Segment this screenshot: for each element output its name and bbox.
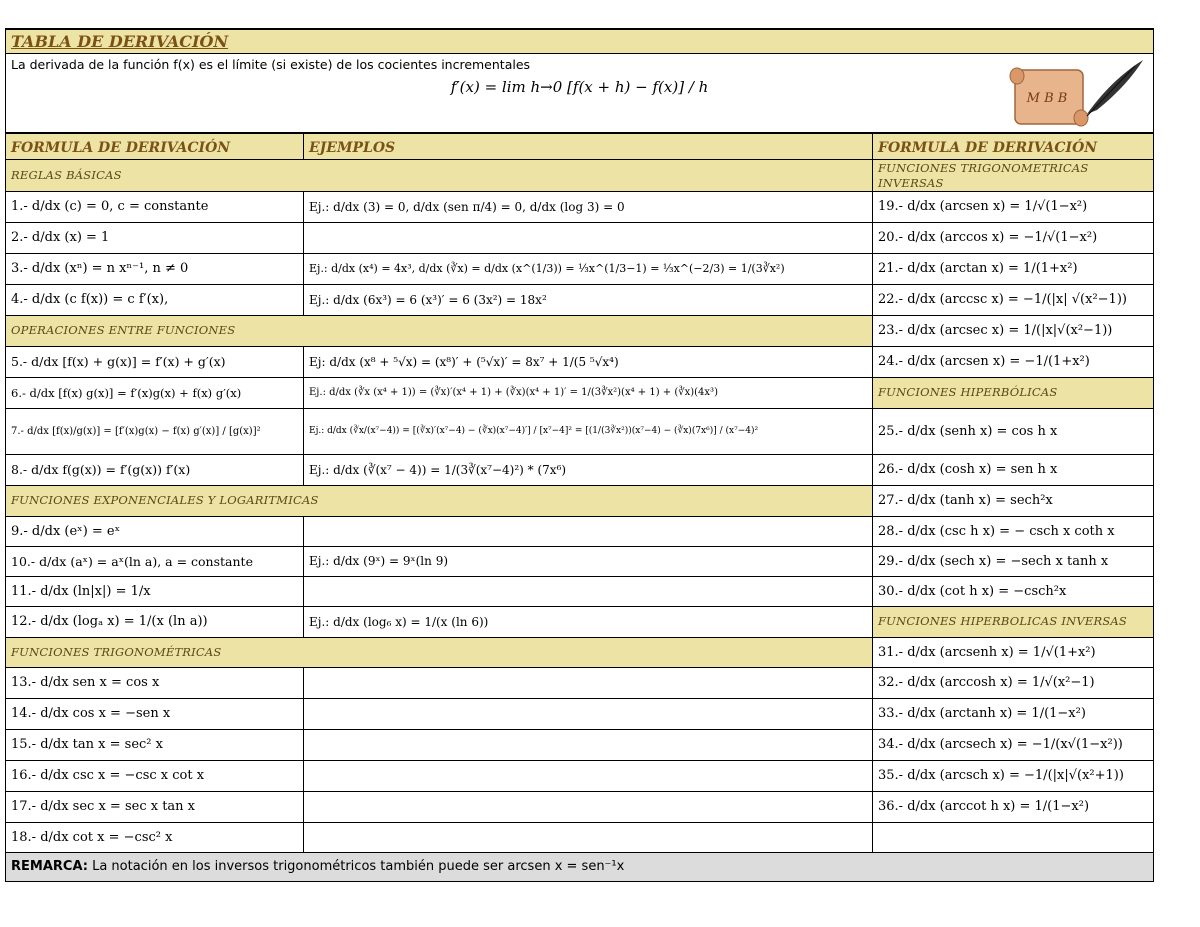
formula-23: 23.- d/dx (arcsec x) = 1/(|x|√(x²−1)) xyxy=(873,315,1154,346)
header-col3: FORMULA DE DERIVACIÓN xyxy=(873,133,1154,159)
example-1: Ej.: d/dx (3) = 0, d/dx (sen π/4) = 0, d/dx (log 3) = 0 xyxy=(304,191,873,222)
header-col2: EJEMPLOS xyxy=(304,133,873,159)
section-basic: REGLAS BÁSICAS xyxy=(6,159,873,191)
formula-2: 2.- d/dx (x) = 1 xyxy=(6,222,304,253)
example-14 xyxy=(304,698,873,729)
formula-30: 30.- d/dx (cot h x) = −csch²x xyxy=(873,576,1154,606)
formula-22: 22.- d/dx (arccsc x) = −1/(|x| √(x²−1)) xyxy=(873,284,1154,315)
scroll-quill-logo xyxy=(1007,56,1147,134)
formula-24: 24.- d/dx (arcsen x) = −1/(1+x²) xyxy=(873,346,1154,377)
page-title: TABLA DE DERIVACIÓN xyxy=(11,31,229,51)
section-explog: FUNCIONES EXPONENCIALES Y LOGARITMICAS xyxy=(6,485,873,516)
formula-18: 18.- d/dx cot x = −csc² x xyxy=(6,822,304,852)
example-4: Ej.: d/dx (6x³) = 6 (x³)′ = 6 (3x²) = 18x² xyxy=(304,284,873,315)
derivative-table xyxy=(5,28,1154,882)
formula-9: 9.- d/dx (eˣ) = eˣ xyxy=(6,516,304,546)
derivative-table-sheet xyxy=(5,28,1153,882)
formula-13: 13.- d/dx sen x = cos x xyxy=(6,667,304,698)
formula-3: 3.- d/dx (xⁿ) = n xⁿ⁻¹, n ≠ 0 xyxy=(6,253,304,284)
section-trig: FUNCIONES TRIGONOMÉTRICAS xyxy=(6,637,873,667)
formula-21: 21.- d/dx (arctan x) = 1/(1+x²) xyxy=(873,253,1154,284)
formula-20: 20.- d/dx (arccos x) = −1/√(1−x²) xyxy=(873,222,1154,253)
example-8: Ej.: d/dx (∛(x⁷ − 4)) = 1/(3∛(x⁷−4)²) * (7x⁶) xyxy=(304,454,873,485)
formula-27: 27.- d/dx (tanh x) = sech²x xyxy=(873,485,1154,516)
formula-35: 35.- d/dx (arcsch x) = −1/(|x|√(x²+1)) xyxy=(873,760,1154,791)
example-12: Ej.: d/dx (log₆ x) = 1/(x (ln 6)) xyxy=(304,606,873,637)
formula-36: 36.- d/dx (arccot h x) = 1/(1−x²) xyxy=(873,791,1154,822)
section-inv-hyp: FUNCIONES HIPERBOLICAS INVERSAS xyxy=(873,606,1154,637)
remark-text: La notación en los inversos trigonométricos también puede ser arcsen x = sen⁻¹x xyxy=(87,859,625,874)
formula-34: 34.- d/dx (arcsech x) = −1/(x√(1−x²)) xyxy=(873,729,1154,760)
formula-6: 6.- d/dx [f(x) g(x)] = f′(x)g(x) + f(x) g′(x) xyxy=(6,377,304,408)
formula-11: 11.- d/dx (ln|x|) = 1/x xyxy=(6,576,304,606)
example-11 xyxy=(304,576,873,606)
example-17 xyxy=(304,791,873,822)
formula-5: 5.- d/dx [f(x) + g(x)] = f′(x) + g′(x) xyxy=(6,346,304,377)
example-18 xyxy=(304,822,873,852)
formula-16: 16.- d/dx csc x = −csc x cot x xyxy=(6,760,304,791)
formula-25: 25.- d/dx (senh x) = cos h x xyxy=(873,408,1154,454)
example-5: Ej: d/dx (x⁸ + ⁵√x) = (x⁸)′ + (⁵√x)′ = 8x⁷ + 1/(5 ⁵√x⁴) xyxy=(304,346,873,377)
empty-cell xyxy=(873,822,1154,852)
section-inv-trig: FUNCIONES TRIGONOMETRICAS INVERSAS xyxy=(873,159,1154,191)
formula-17: 17.- d/dx sec x = sec x tan x xyxy=(6,791,304,822)
formula-1: 1.- d/dx (c) = 0, c = constante xyxy=(6,191,304,222)
intro-cell xyxy=(6,53,1154,133)
formula-29: 29.- d/dx (sech x) = −sech x tanh x xyxy=(873,546,1154,576)
title-cell xyxy=(6,29,1154,53)
example-2 xyxy=(304,222,873,253)
formula-15: 15.- d/dx tan x = sec² x xyxy=(6,729,304,760)
formula-26: 26.- d/dx (cosh x) = sen h x xyxy=(873,454,1154,485)
header-col1: FORMULA DE DERIVACIÓN xyxy=(6,133,304,159)
formula-4: 4.- d/dx (c f(x)) = c f′(x), xyxy=(6,284,304,315)
remark-row xyxy=(6,852,1154,881)
example-6: Ej.: d/dx (∛x (x⁴ + 1)) = (∛x)′(x⁴ + 1) + (∛x)(x⁴ + 1)′ = 1/(3∛x²)(x⁴ + 1) + (∛x)(4x³) xyxy=(304,377,873,408)
formula-28: 28.- d/dx (csc h x) = − csch x coth x xyxy=(873,516,1154,546)
section-hyp: FUNCIONES HIPERBÓLICAS xyxy=(873,377,1154,408)
formula-12: 12.- d/dx (logₐ x) = 1/(x (ln a)) xyxy=(6,606,304,637)
formula-33: 33.- d/dx (arctanh x) = 1/(1−x²) xyxy=(873,698,1154,729)
formula-31: 31.- d/dx (arcsenh x) = 1/√(1+x²) xyxy=(873,637,1154,667)
formula-7: 7.- d/dx [f(x)/g(x)] = [f′(x)g(x) − f(x) g′(x)] / [g(x)]² xyxy=(6,408,304,454)
example-15 xyxy=(304,729,873,760)
section-operations: OPERACIONES ENTRE FUNCIONES xyxy=(6,315,873,346)
logo-letters: M B B xyxy=(1026,90,1068,106)
formula-19: 19.- d/dx (arcsen x) = 1/√(1−x²) xyxy=(873,191,1154,222)
example-7: Ej.: d/dx (∛x/(x⁷−4)) = [(∛x)′(x⁷−4) − (∛x)(x⁷−4)′] / [x⁷−4]² = [(1/(3∛x²))(x⁷−4) − (∛x)(7x⁶)] / (x⁷−4)² xyxy=(304,408,873,454)
remark-label: REMARCA: xyxy=(11,859,88,874)
formula-14: 14.- d/dx cos x = −sen x xyxy=(6,698,304,729)
example-10: Ej.: d/dx (9ˣ) = 9ˣ(ln 9) xyxy=(304,546,873,576)
example-3: Ej.: d/dx (x⁴) = 4x³, d/dx (∛x) = d/dx (x^(1/3)) = ⅓x^(1/3−1) = ⅓x^(−2/3) = 1/(3∛x²) xyxy=(304,253,873,284)
formula-32: 32.- d/dx (arccosh x) = 1/√(x²−1) xyxy=(873,667,1154,698)
formula-10: 10.- d/dx (aˣ) = aˣ(ln a), a = constante xyxy=(6,546,304,576)
formula-8: 8.- d/dx f(g(x)) = f′(g(x)) f′(x) xyxy=(6,454,304,485)
example-16 xyxy=(304,760,873,791)
intro-text: La derivada de la función f(x) es el límite (si existe) de los cocientes incrementales xyxy=(11,56,531,72)
derivative-definition: f′(x) = lim h→0 [f(x + h) − f(x)] / h xyxy=(450,77,709,96)
example-13 xyxy=(304,667,873,698)
example-9 xyxy=(304,516,873,546)
